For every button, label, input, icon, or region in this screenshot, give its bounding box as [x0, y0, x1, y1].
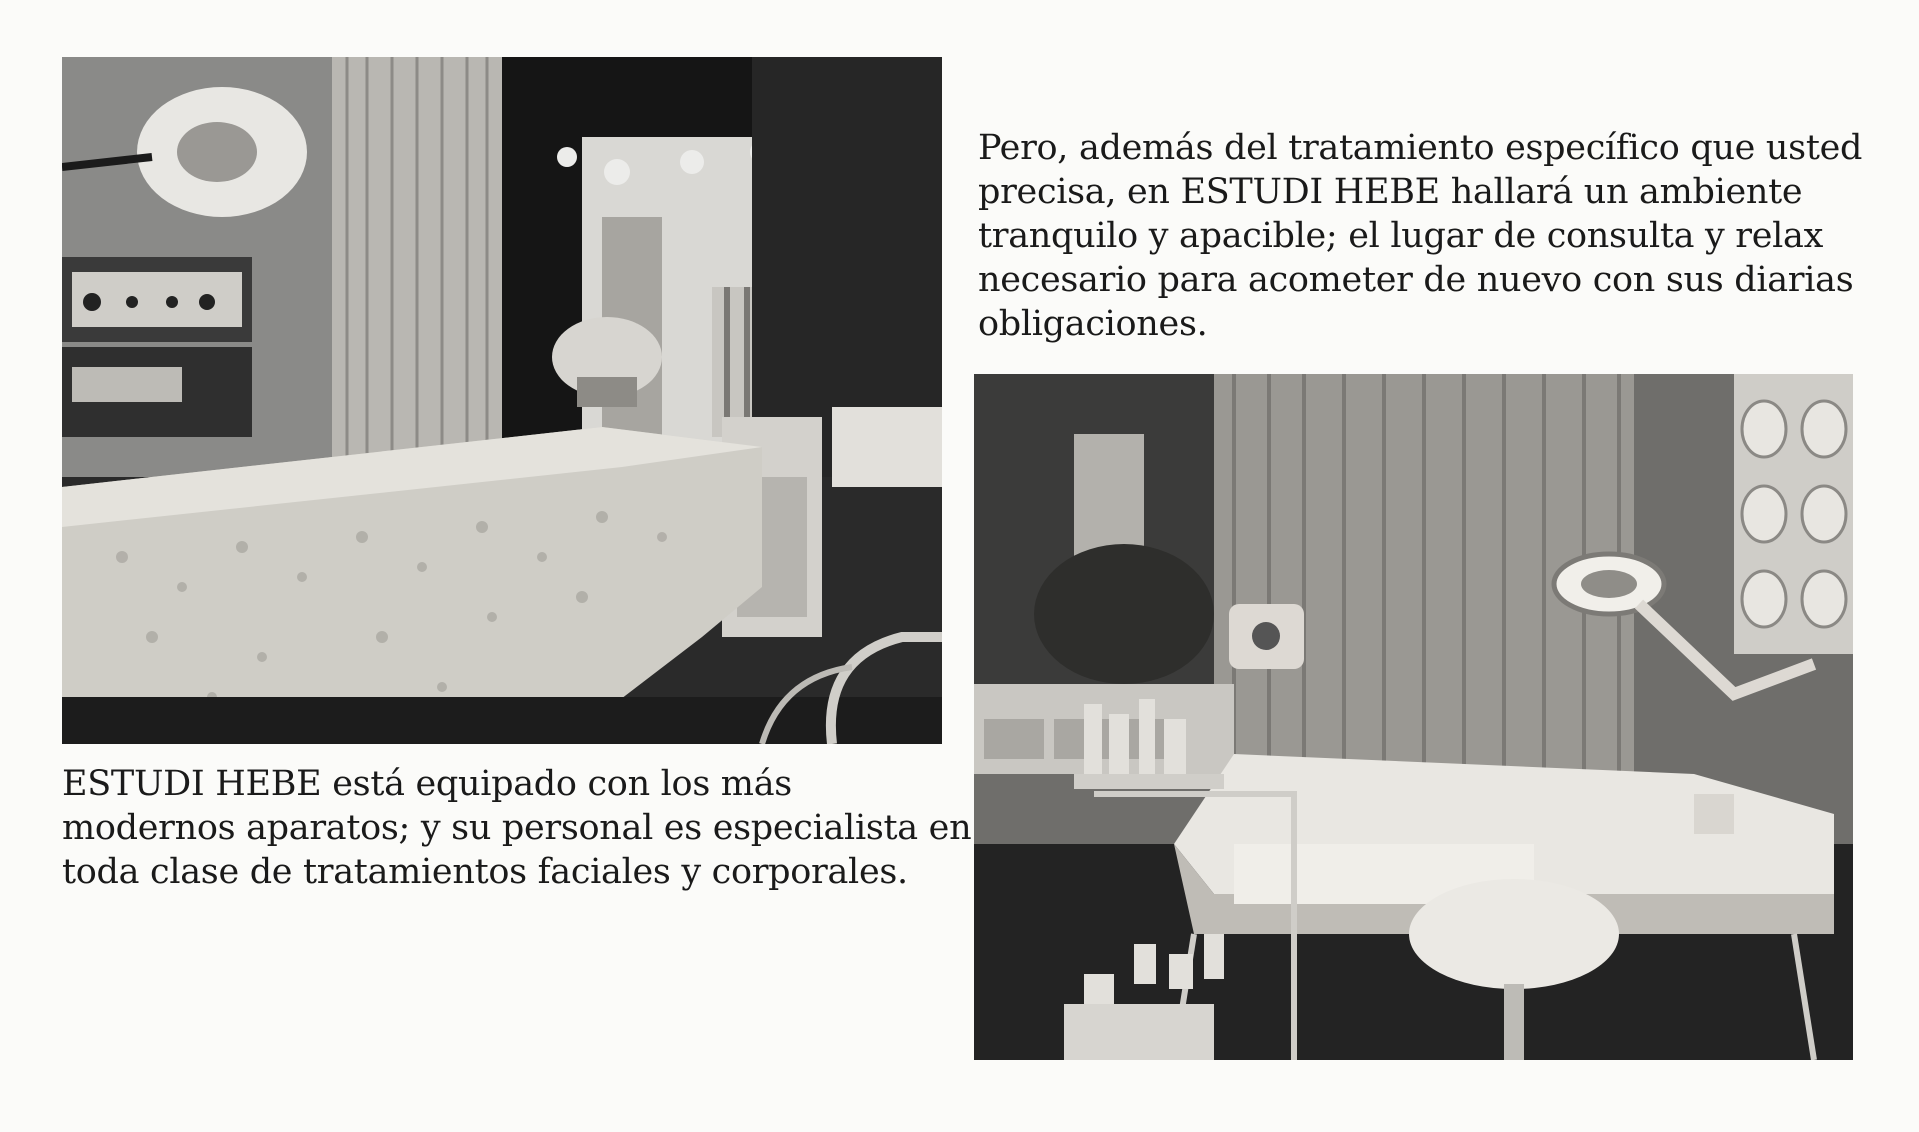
right-caption	[978, 126, 1868, 346]
left-caption-line: ESTUDI HEBE está equipado con los más	[62, 764, 792, 804]
right-caption-line: Pero, además del tratamiento específico que usted	[978, 128, 1863, 168]
left-caption-line: toda clase de tratamientos faciales y corporales.	[62, 852, 908, 892]
treatment-room-photo	[62, 57, 942, 744]
left-caption-line: modernos aparatos; y su personal es especialista en	[62, 808, 972, 848]
right-caption-line: tranquilo y apacible; el lugar de consulta y relax	[978, 216, 1824, 256]
treatment-bed-photo	[974, 374, 1853, 1060]
right-caption-line: precisa, en ESTUDI HEBE hallará un ambiente	[978, 172, 1803, 212]
right-caption-line: necesario para acometer de nuevo con sus diarias	[978, 260, 1854, 300]
right-caption-line: obligaciones.	[978, 304, 1208, 344]
treatment-room-illustration	[62, 57, 942, 744]
left-caption	[62, 762, 972, 894]
treatment-bed-illustration	[974, 374, 1853, 1060]
